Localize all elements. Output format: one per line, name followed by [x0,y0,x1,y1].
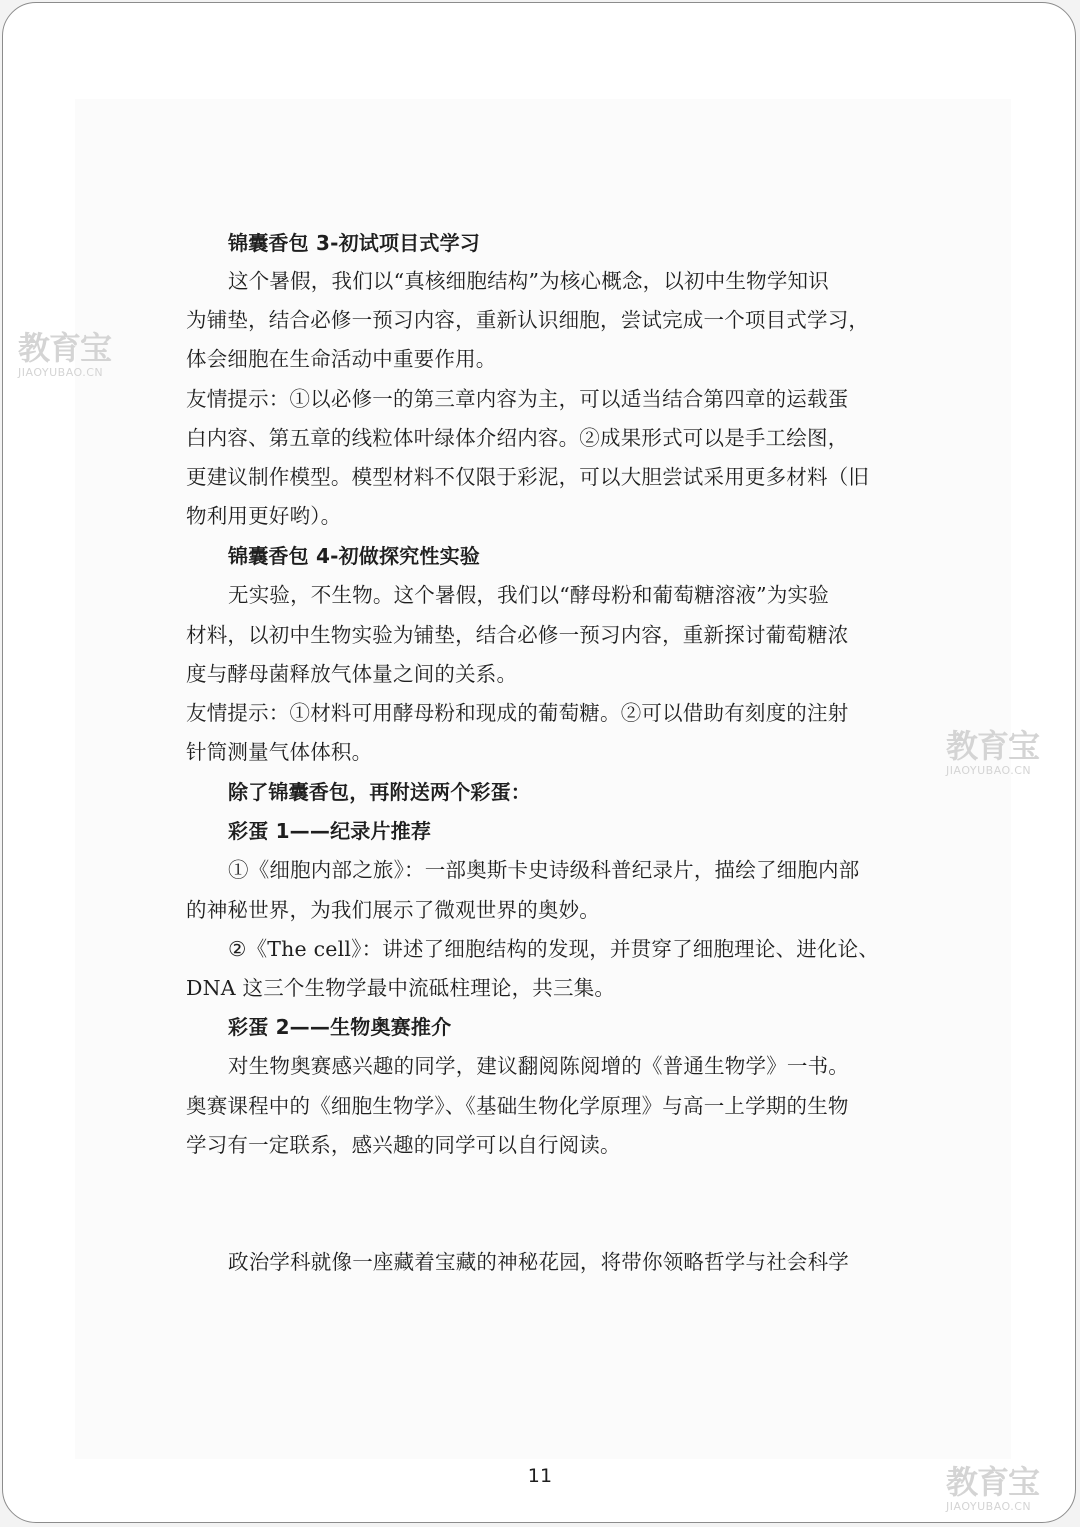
paragraph-line: 针筒测量气体体积。 [186,740,373,764]
paragraph-line: 的神秘世界，为我们展示了微观世界的奥妙。 [186,898,600,922]
paragraph-line: 政治学科就像一座藏着宝藏的神秘花园，将带你领略哲学与社会科学 [228,1250,849,1274]
paragraph-line: 物利用更好哟）。 [186,504,342,528]
paragraph-line: 友情提示：①以必修一的第三章内容为主，可以适当结合第四章的运载蛋 [186,387,849,411]
paragraph-line: 材料，以初中生物实验为铺垫，结合必修一预习内容，重新探讨葡萄糖浓 [186,623,849,647]
heading-bonus-1: 彩蛋 1——纪录片推荐 [228,819,432,843]
paragraph-line: 无实验，不生物。这个暑假，我们以“酵母粉和葡萄糖溶液”为实验 [228,583,829,607]
paragraph-line: 这个暑假，我们以“真核细胞结构”为核心概念，以初中生物学知识 [228,269,829,293]
paragraph-line: 更建议制作模型。模型材料不仅限于彩泥，可以大胆尝试采用更多材料（旧 [186,465,870,489]
heading-bonus-2: 彩蛋 2——生物奥赛推介 [228,1015,452,1039]
paragraph-line: 对生物奥赛感兴趣的同学，建议翻阅陈阅增的《普通生物学》一书。 [228,1054,849,1078]
paragraph-line: 为铺垫，结合必修一预习内容，重新认识细胞，尝试完成一个项目式学习， [186,308,870,332]
paragraph-line: 体会细胞在生命活动中重要作用。 [186,347,497,371]
paragraph-line: DNA 这三个生物学最中流砥柱理论，共三集。 [186,976,616,1000]
paragraph-line: 友情提示：①材料可用酵母粉和现成的葡萄糖。②可以借助有刻度的注射 [186,701,849,725]
heading-section-4: 锦囊香包 4-初做探究性实验 [228,544,480,568]
watermark-logo: 教育宝 JIAOYUBAO.CN [946,1463,1040,1513]
heading-section-3: 锦囊香包 3-初试项目式学习 [228,231,480,255]
heading-bonus-intro: 除了锦囊香包，再附送两个彩蛋： [228,780,531,804]
watermark-logo: 教育宝 JIAOYUBAO.CN [946,727,1040,777]
paragraph-line: 白内容、第五章的线粒体叶绿体介绍内容。②成果形式可以是手工绘图， [186,426,849,450]
paragraph-line: ②《The cell》：讲述了细胞结构的发现，并贯穿了细胞理论、进化论、 [228,937,880,961]
paragraph-line: 奥赛课程中的《细胞生物学》、《基础生物化学原理》与高一上学期的生物 [186,1094,849,1118]
paragraph-line: 度与酵母菌释放气体量之间的关系。 [186,662,518,686]
paragraph-line: 学习有一定联系，感兴趣的同学可以自行阅读。 [186,1133,621,1157]
paragraph-line: ①《细胞内部之旅》：一部奥斯卡史诗级科普纪录片，描绘了细胞内部 [228,858,860,882]
watermark-logo: 教育宝 JIAOYUBAO.CN [18,329,112,379]
page-number: 11 [527,1465,553,1487]
